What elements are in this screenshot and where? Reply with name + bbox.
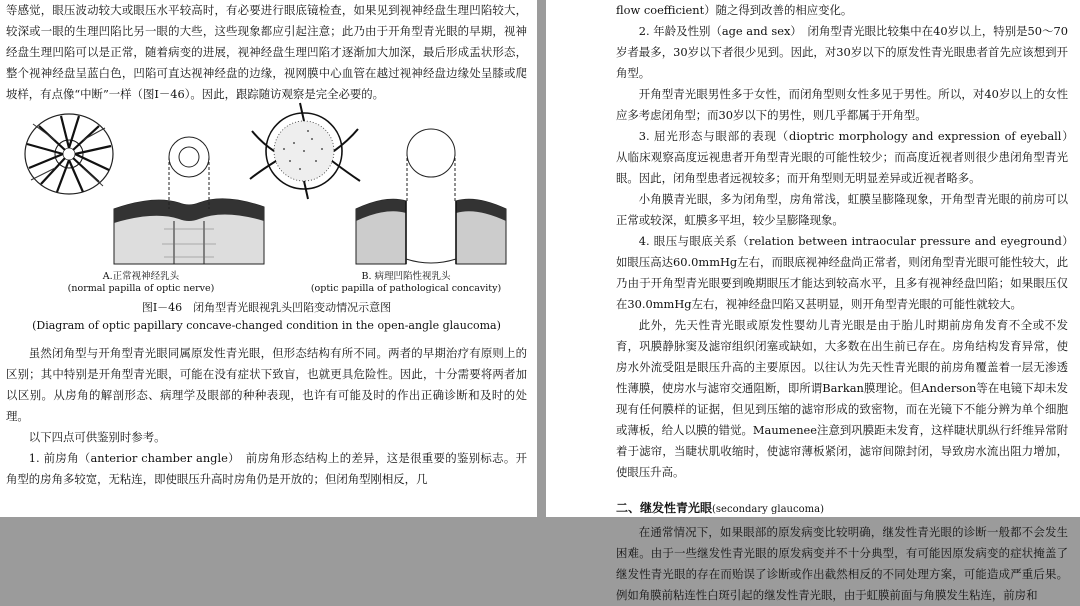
figure-title-english: (Diagram of optic papillary concave-changed condition in the open-angle glaucoma) [32, 319, 501, 332]
right-paragraph-secondary: 在通常情况下，如果眼部的原发病变比较明确，继发性青光眼的诊断一般都不会发生困难。由于一些继发性青光眼的原发病变并不十分典型，有可能因原发病变的症状掩盖了继发性青光眼的存在而贻误了诊断或作出截然相反的不同处理方案，可能造成严重后果。例如角膜前粘连性白斑引起的继发性青光眼，由于虹膜前面与角膜发生粘连，前房和 [616, 525, 1068, 602]
cup-outline-b [407, 129, 455, 201]
cross-section-b [356, 199, 506, 264]
figure-a-caption: A.正常视神经乳头 (normal papilla of optic nerve) [67, 271, 215, 294]
figure-title: 图Ⅰ－46 闭角型青光眼视乳头凹陷变动情况示意图 [141, 301, 392, 314]
left-paragraph-2: 以下四点可供鉴别时参考。 [28, 430, 166, 444]
right-page [546, 0, 1080, 602]
figure-b-illustration [256, 109, 506, 269]
right-paragraph-congenital: 此外，先天性青光眼或原发性婴幼儿青光眼是由于胎儿时期前房角发育不全或不发育，巩膜静脉窦及滤帘组织闭塞或缺如，大多数在出生前已存在。房角结构发育异常，使房水外流受阻是眼压升高的主要原因。以往认为先天性青光眼的前房角覆盖着一层无渗透性薄膜，使房水与滤帘交通阻断，即所谓Barkan膜理论。但Anderson等在电镜下却未发现有任何膜样的证据，但见到压缩的滤帘形成的致密物，而在光镜下不能分辨为单个细胞或薄板，给人以膜的错觉。Maumenee注意到巩膜距未发育，这样睫状肌纵行纤维异常附着于滤帘，当睫状肌收缩时，使滤帘薄板紧闭，滤帘间隙封闭，导致房水流出阻力增加，使眼压升高。 [616, 318, 1068, 479]
right-paragraph-gender: 开角型青光眼男性多于女性，而闭角型则女性多见于男性。所以，对40岁以上的女性应多考虑闭角型；而30岁以下的男性，则几乎都属于开角型。 [616, 87, 1068, 122]
left-top-paragraph: 等感觉，眼压波动较大或眼压水平较高时，有必要进行眼底镜检查，如果见到视神经盘生理凹陷较大，较深或一眼的生理凹陷比另一眼的大些，这些现象都应引起注意；此乃由于开角型青光眼的早期，视神经盘生理凹陷可以是正常，随着病变的进展，视神经盘生理凹陷才逐渐加大加深，最后形成盂状形态，整个视神经盘呈蓝白色，凹陷可直达视神经盘的边缘，视网膜中心血管在越过视神经盘边缘处呈膝或爬坡样，有点像“中断”一样（图Ⅰ－46）。因此，跟踪随访观察是完全必要的。 [6, 3, 527, 101]
right-line-0: flow coefficient）随之得到改善的相应变化。 [616, 3, 853, 17]
figure-a-illustration [14, 109, 274, 269]
fundus-disc-b [250, 103, 360, 199]
cup-outline-a [169, 137, 209, 209]
right-paragraph-cornea: 小角膜青光眼，多为闭角型，房角常浅，虹膜呈膨隆现象，开角型青光眼的前房可以正常或较深，虹膜多平坦，较少呈膨隆现象。 [616, 192, 1068, 227]
cross-section-a [114, 199, 264, 264]
fundus-disc-a [25, 114, 113, 194]
right-paragraph-age: 2. 年龄及性别（age and sex） 闭角型青光眼比较集中在40岁以上，特别是50～70岁者最多，30岁以下者很少见到。因此，对30岁以下的原发性青光眼患者首先应该想到开角型。 [616, 24, 1068, 80]
figure-b-caption: B. 病理凹陷性视乳头 (optic papilla of pathological concavity) [310, 271, 502, 294]
left-paragraph-1: 虽然闭角型与开角型青光眼同属原发性青光眼，但形态结构有所不同。两者的早期治疗有原则上的区别；其中特别是开角型青光眼，可能在没有症状下致盲，也就更具危险性。因此，十分需要将两者加以区别。从房角的解剖形态、病理学及眼部的种种表现，也许有可能及时的作出正确诊断和及时的处理。 [6, 346, 527, 423]
left-page [0, 0, 537, 517]
left-paragraph-3: 1. 前房角（anterior chamber angle） 前房角形态结构上的差异，这是很重要的鉴别标志。开角型的房角多较宽，无粘连，即使眼压升高时房角仍是开放的；但闭角型刚相反，几 [6, 451, 527, 486]
right-paragraph-iop: 4. 眼压与眼底关系（relation between intraocular pressure and eyeground） 如眼压高达60.0mmHg左右，而眼底视神经盘尚正常者，则闭角型青光眼可能性较大，此乃由于开角型青光眼要到晚期眼压才能达到较高水平，且多有视神经盘凹陷；如果眼压仅在30.0mmHg左右，视神经盘凹陷又甚明显，则开角型青光眼的可能性就较大。 [616, 234, 1080, 311]
right-paragraph-refraction: 3. 屈光形态与眼部的表现（dioptric morphology and expression of eyeball） 从临床观察高度远视患者开角型青光眼的可能性较少；而高度近视者则很少患闭角型青光眼。因此，闭角型患者远视较多；而开角型则无明显差异或近视者略多。 [616, 129, 1080, 185]
figure-i-46 [6, 109, 527, 299]
section-heading-secondary-glaucoma: 二、继发性青光眼(secondary glaucoma) [616, 501, 824, 515]
